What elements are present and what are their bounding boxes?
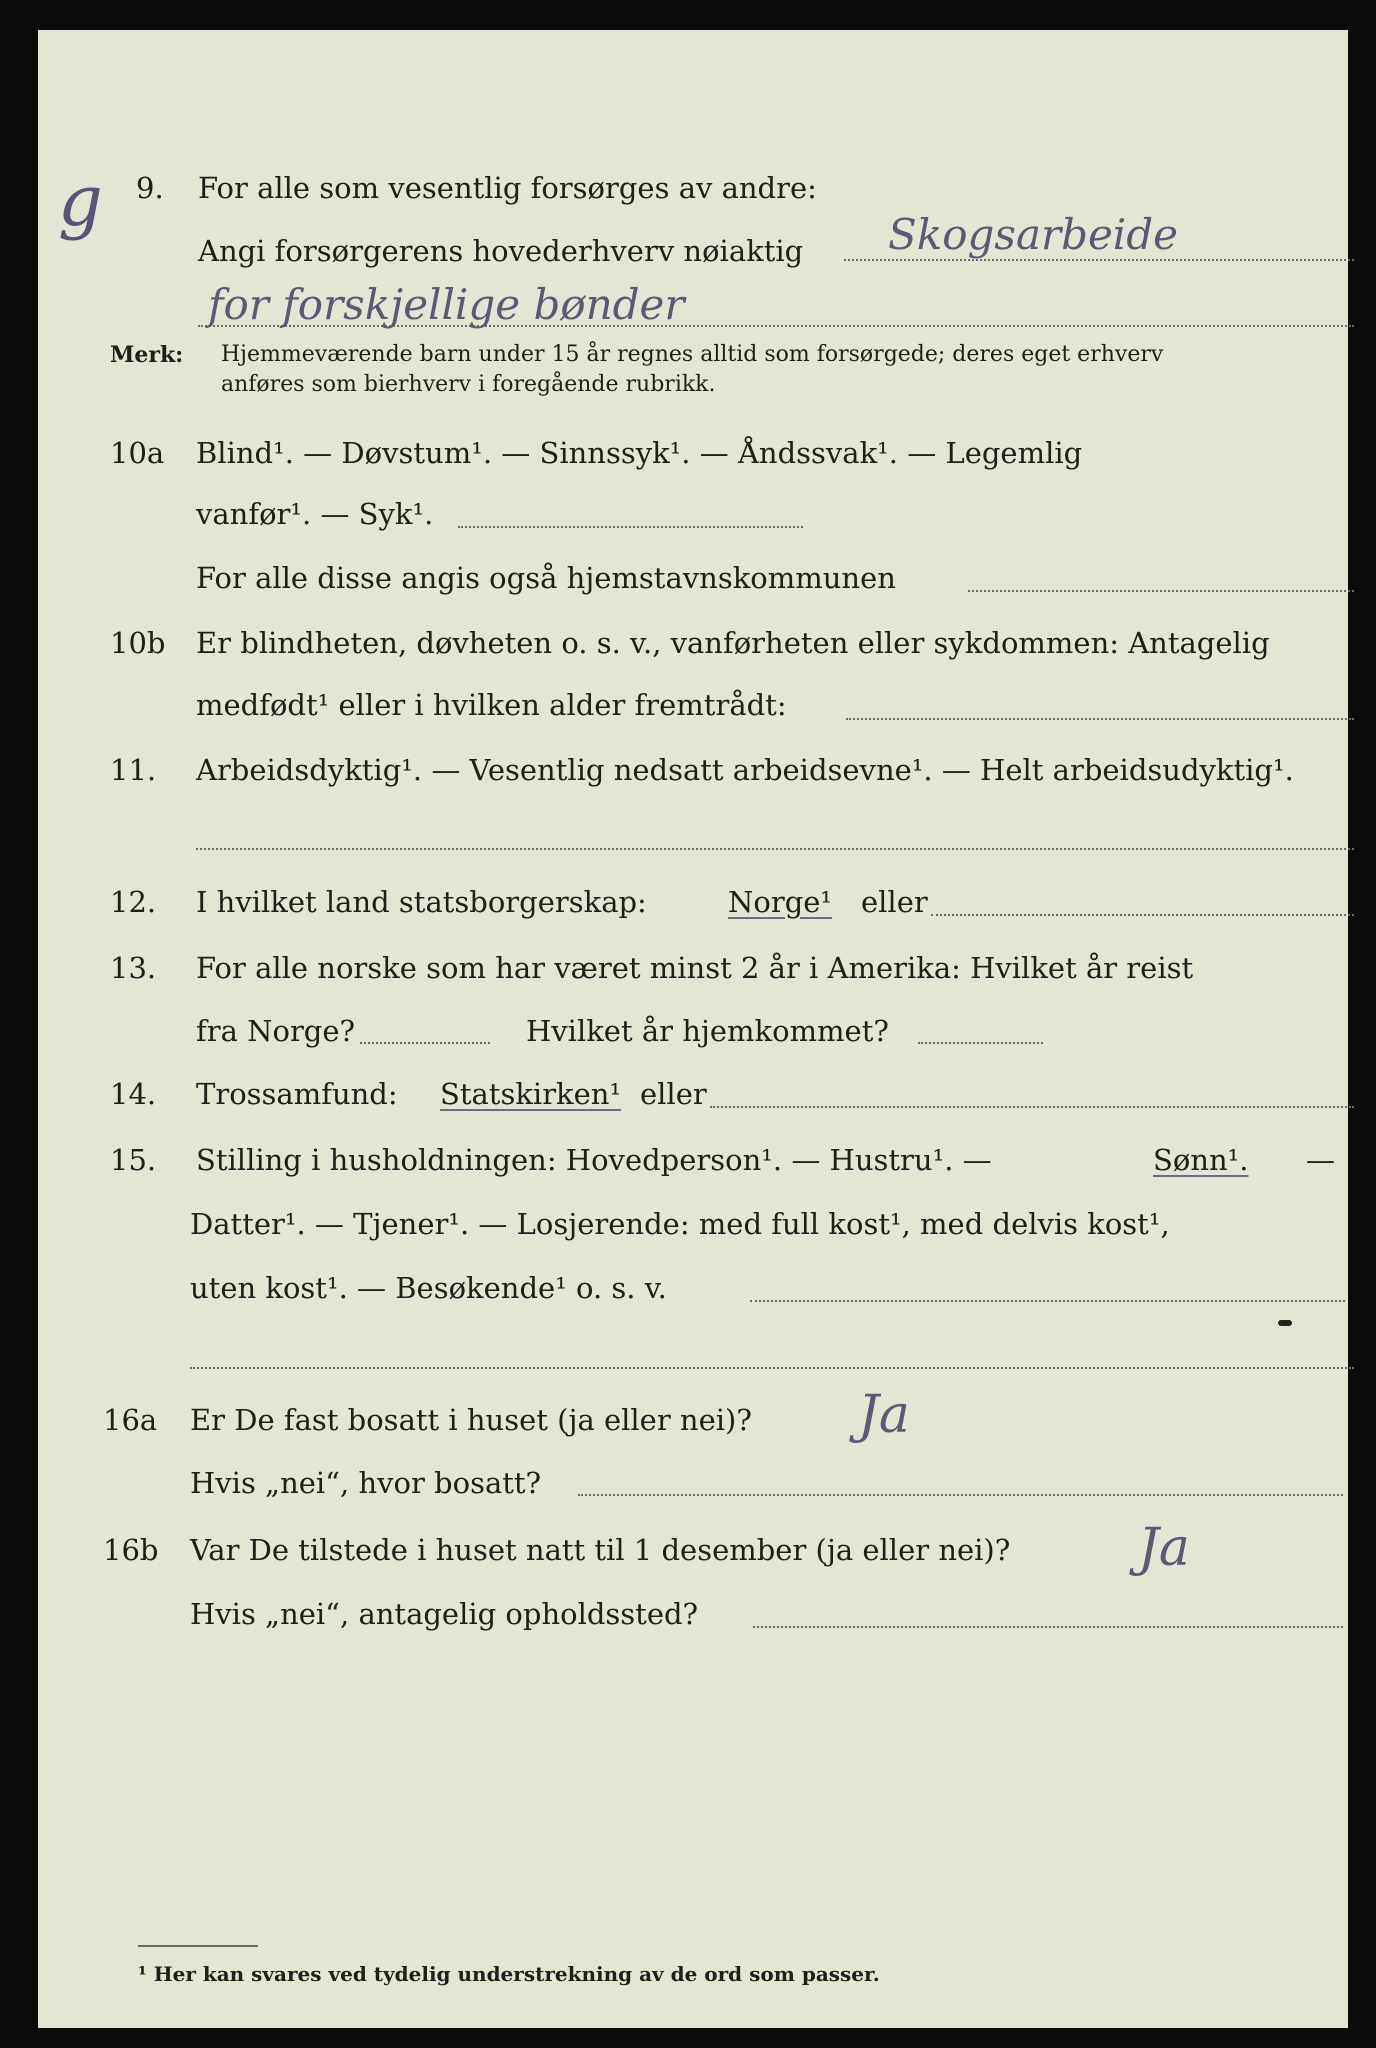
q9-answer-1: Skogsarbeide: [888, 210, 1178, 259]
q16a-text-1: Er De fast bosatt i huset (ja eller nei)?: [190, 1403, 752, 1437]
q14-number: 14.: [110, 1077, 157, 1111]
merk-text-2: anføres som bierhverv i foregående rubrikk.: [221, 372, 716, 397]
q10a-text-1: Blind¹. — Døvstum¹. — Sinnssyk¹. — Åndssvak¹. — Legemlig: [196, 436, 1083, 470]
q12-text-a: I hvilket land statsborgerskap:: [196, 885, 647, 919]
q11-answer-line: [196, 848, 1354, 850]
q14-text-c: eller: [640, 1077, 707, 1111]
q11-text-1: Arbeidsdyktig¹. — Vesentlig nedsatt arbeidsevne¹. — Helt arbeidsudyktig¹.: [196, 753, 1294, 787]
q9-text-2: Angi forsørgerens hovederhverv nøiaktig: [198, 234, 804, 268]
q15-answer-line-2: [190, 1367, 1354, 1369]
q15-sonn: Sønn¹.: [1153, 1143, 1249, 1177]
q9-answer-line-1: [844, 259, 1354, 261]
q10b-text-2: medfødt¹ eller i hvilken alder fremtrådt:: [196, 688, 787, 722]
q10b-text-1: Er blindheten, døvheten o. s. v., vanførheten eller sykdommen: Antagelig: [196, 626, 1270, 660]
q16b-text-1: Var De tilstede i huset natt til 1 desember (ja eller nei)?: [190, 1533, 1011, 1567]
q16b-number: 16b: [103, 1533, 159, 1567]
q16b-text-2: Hvis „nei“, antagelig opholdssted?: [190, 1597, 699, 1631]
q13-text-1: For alle norske som har været minst 2 år i Amerika: Hvilket år reist: [196, 951, 1194, 985]
q14-text-a: Trossamfund:: [196, 1077, 398, 1111]
q15-text-1c: —: [1306, 1143, 1335, 1177]
q9-answer-2: for forskjellige bønder: [208, 280, 685, 329]
q16a-answer-line: [578, 1494, 1343, 1496]
merk-label: Merk:: [110, 342, 184, 368]
census-form-page: [38, 30, 1348, 2028]
q12-number: 12.: [110, 885, 157, 919]
q9-text-1: For alle som vesentlig forsørges av andre:: [198, 171, 817, 205]
q16b-answer-line: [753, 1626, 1343, 1628]
q13-answer-line-2: [918, 1042, 1043, 1044]
q10a-text-2: vanfør¹. — Syk¹.: [196, 497, 434, 531]
q10a-text-3: For alle disse angis også hjemstavnskommunen: [196, 561, 896, 595]
q10a-answer-line-2: [968, 590, 1354, 592]
ink-mark: [1278, 1320, 1292, 1326]
q16a-answer: Ja: [858, 1385, 910, 1445]
q13-text-2a: fra Norge?: [196, 1014, 356, 1048]
q9-number: 9.: [136, 171, 164, 205]
q15-text-2: Datter¹. — Tjener¹. — Losjerende: med full kost¹, med delvis kost¹,: [190, 1207, 1170, 1241]
q15-number: 15.: [110, 1143, 157, 1177]
merk-text-1: Hjemmeværende barn under 15 år regnes alltid som forsørgede; deres eget erhverv: [221, 342, 1164, 367]
q10a-number: 10a: [110, 436, 165, 470]
q14-answer-line: [710, 1106, 1354, 1108]
q13-text-2b: Hvilket år hjemkommet?: [526, 1014, 889, 1048]
q13-number: 13.: [110, 951, 157, 985]
q12-text-c: eller: [861, 885, 928, 919]
footnote-rule: [138, 1945, 258, 1947]
q10b-number: 10b: [110, 626, 166, 660]
q15-text-1a: Stilling i husholdningen: Hovedperson¹. — Hustru¹. —: [196, 1143, 992, 1177]
q10a-answer-line-1: [458, 526, 803, 528]
q11-number: 11.: [110, 753, 157, 787]
margin-note: g: [58, 160, 103, 242]
q13-answer-line-1: [360, 1042, 490, 1044]
q12-norge: Norge¹: [728, 885, 833, 919]
q14-statskirken: Statskirken¹: [440, 1077, 622, 1111]
q16a-number: 16a: [103, 1403, 158, 1437]
q16b-answer: Ja: [1138, 1518, 1190, 1578]
q15-answer-line-1: [750, 1300, 1345, 1302]
q10b-answer-line: [846, 718, 1354, 720]
footnote: ¹ Her kan svares ved tydelig understrekning av de ord som passer.: [138, 1962, 880, 1986]
q15-text-3: uten kost¹. — Besøkende¹ o. s. v.: [190, 1271, 667, 1305]
q12-answer-line: [931, 914, 1354, 916]
q16a-text-2: Hvis „nei“, hvor bosatt?: [190, 1466, 542, 1500]
